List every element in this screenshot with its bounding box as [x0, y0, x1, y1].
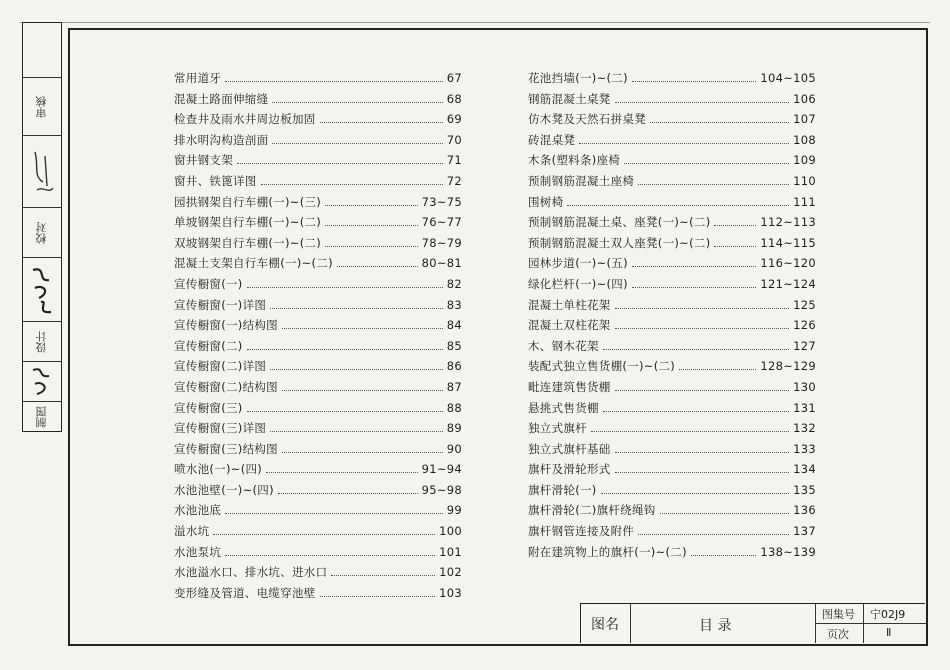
- title-block: [580, 603, 925, 643]
- sidebar-label-design: 设计: [35, 331, 48, 353]
- sidebar-signature-review: [23, 135, 61, 207]
- toc-entry: 旗杆及滑轮形式 134: [528, 462, 816, 477]
- sidebar-label-check: 校对: [35, 222, 48, 244]
- sidebar-cell-check: [23, 207, 61, 257]
- toc-entry: 排水明沟构造剖面 70: [174, 132, 462, 147]
- toc-entry: 宣传橱窗(一)详图 83: [174, 297, 462, 312]
- toc-entry: 花池挡墙(一)~(二) 104~105: [528, 71, 816, 85]
- toc-entry: 宣传橱窗(三)结构图 90: [174, 441, 462, 456]
- toc-entry: 宣传橱窗(一) 82: [174, 276, 462, 291]
- toc-entry: 变形缝及管道、电缆穿池壁 103: [174, 585, 462, 600]
- toc-entry: 检查井及雨水井周边板加固 69: [174, 112, 462, 127]
- toc-entry: 混凝土双柱花架 126: [528, 318, 816, 333]
- sidebar-signature-design: [23, 361, 61, 401]
- drawing-frame: [68, 28, 928, 646]
- toc-entry: 旗杆滑轮(一) 135: [528, 482, 816, 497]
- toc-entry: 装配式独立售货棚(一)~(二) 128~129: [528, 359, 816, 374]
- toc-entry: 钢筋混凝土桌凳 106: [528, 91, 816, 106]
- sidebar-label-review: 审核: [35, 96, 48, 118]
- toc-entry: 预制钢筋混凝土座椅 110: [528, 173, 816, 188]
- toc-entry: 水池溢水口、排水坑、进水口 102: [174, 565, 462, 580]
- toc-entry: 附在建筑物上的旗杆(一)~(二) 138~139: [528, 544, 816, 559]
- toc-entry: 悬挑式售货棚 131: [528, 400, 816, 415]
- toc-entry: 仿木凳及天然石拼桌凳 107: [528, 112, 816, 127]
- toc-entry: 园林步道(一)~(五) 116~120: [528, 256, 816, 271]
- sidebar-cell-review: [23, 77, 61, 135]
- toc-entry: 独立式旗杆基础 133: [528, 441, 816, 456]
- title-block-name-label-cell: [581, 604, 631, 643]
- toc-entry: 预制钢筋混凝土双人座凳(一)~(二) 114~115: [528, 235, 816, 250]
- toc-entry: 宣传橱窗(二) 85: [174, 338, 462, 353]
- toc-entry: 混凝土路面伸缩缝 68: [174, 91, 462, 106]
- atlas-number-label: 图集号: [822, 608, 855, 621]
- sidebar-signature-check: [23, 257, 61, 321]
- toc-entry: 单坡钢架自行车棚(一)~(二) 76~77: [174, 215, 462, 230]
- toc-entry: 独立式旗杆 132: [528, 421, 816, 436]
- toc-entry: 旗杆钢管连接及附件 137: [528, 524, 816, 539]
- toc-entry: 窗井、铁篦详图 72: [174, 173, 462, 188]
- title-block-label-column: [816, 604, 864, 643]
- toc-entry: 双坡钢架自行车棚(一)~(二) 78~79: [174, 235, 462, 250]
- toc-entry: 溢水坑 100: [174, 524, 462, 539]
- title-name-value: 目 录: [699, 618, 732, 634]
- toc-entry: 常用道牙 67: [174, 71, 462, 85]
- toc-entry: 围树椅 111: [528, 194, 816, 209]
- toc-entry: 宣传橱窗(三) 88: [174, 400, 462, 415]
- toc-entry: 木条(塑料条)座椅 109: [528, 153, 816, 168]
- title-name-label: 图名: [591, 617, 619, 633]
- signature-sidebar: [22, 22, 62, 432]
- atlas-number-value: 宁02J9: [870, 608, 906, 621]
- title-block-value-column: [864, 604, 926, 643]
- sidebar-cell-design: [23, 321, 61, 361]
- toc-column-right: [528, 70, 816, 564]
- toc-entry: 水池池底 99: [174, 503, 462, 518]
- toc-column-left: [174, 70, 462, 605]
- sidebar-cell-drafting: [23, 401, 61, 431]
- sidebar-label-drafting: 制图: [35, 406, 48, 428]
- handwritten-signature-icon: [29, 262, 57, 318]
- toc-entry: 宣传橱窗(一)结构图 84: [174, 318, 462, 333]
- page-number-value: Ⅱ: [886, 626, 892, 639]
- toc-entry: 混凝土单柱花架 125: [528, 297, 816, 312]
- toc-entry: 喷水池(一)~(四) 91~94: [174, 462, 462, 477]
- toc-entry: 宣传橱窗(二)详图 86: [174, 359, 462, 374]
- toc-entry: 水池池壁(一)~(四) 95~98: [174, 482, 462, 497]
- page-number-label: 页次: [827, 628, 849, 641]
- toc-entry: 园拱钢架自行车棚(一)~(三) 73~75: [174, 194, 462, 209]
- handwritten-signature-icon: [29, 146, 57, 202]
- toc-entry: 宣传橱窗(二)结构图 87: [174, 379, 462, 394]
- toc-entry: 混凝土支架自行车棚(一)~(二) 80~81: [174, 256, 462, 271]
- toc-entry: 窗井钢支架 71: [174, 153, 462, 168]
- toc-entry: 宣传橱窗(三)详图 89: [174, 421, 462, 436]
- title-block-name-value-cell: [631, 604, 816, 643]
- toc-entry: 绿化栏杆(一)~(四) 121~124: [528, 276, 816, 291]
- toc-entry: 水池泵坑 101: [174, 544, 462, 559]
- toc-entry: 旗杆滑轮(二)旗杆绕绳钩 136: [528, 503, 816, 518]
- toc-entry: 木、钢木花架 127: [528, 338, 816, 353]
- handwritten-signature-icon: [29, 364, 57, 400]
- toc-entry: 毗连建筑售货棚 130: [528, 379, 816, 394]
- toc-entry: 预制钢筋混凝土桌、座凳(一)~(二) 112~113: [528, 215, 816, 230]
- page-top-border: [20, 22, 930, 23]
- toc-entry: 砖混桌凳 108: [528, 132, 816, 147]
